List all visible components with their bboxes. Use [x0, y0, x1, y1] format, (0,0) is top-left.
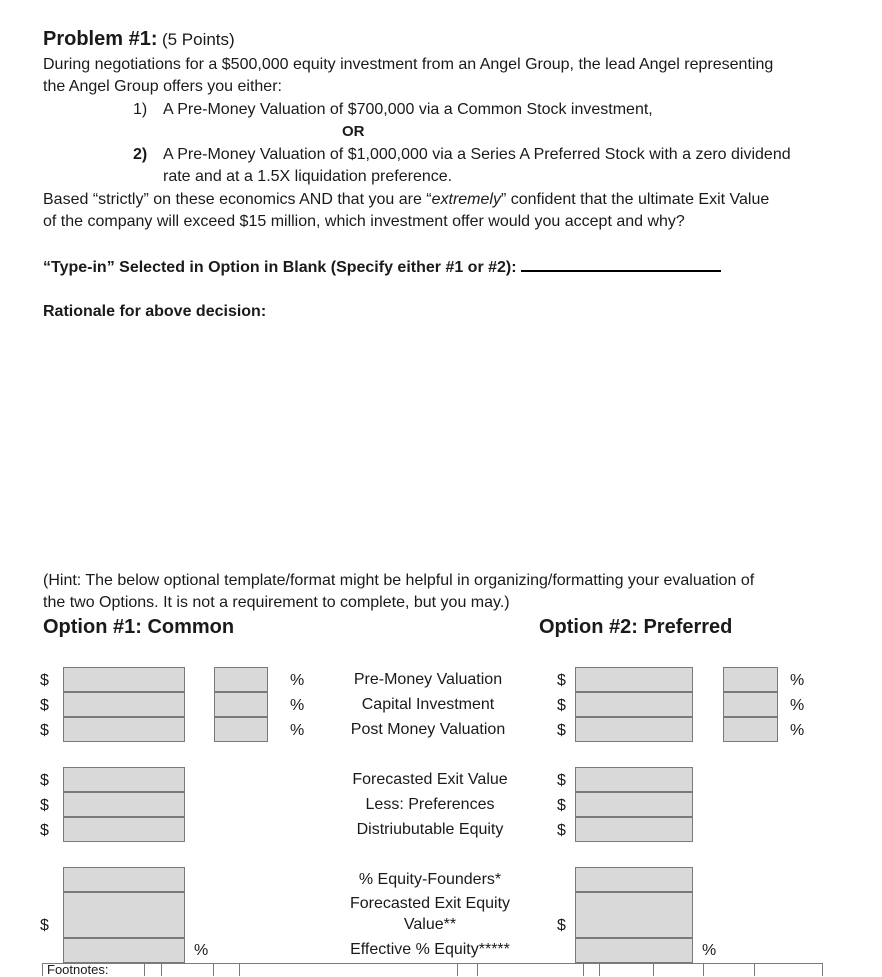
- percent-sign: %: [290, 697, 305, 714]
- table-divider: [653, 964, 654, 976]
- hint-line-2: the two Options. It is not a requirement to complete, but you may.): [43, 594, 510, 611]
- percent-sign: %: [790, 672, 805, 689]
- option1-text: A Pre-Money Valuation of $700,000 via a Common Stock investment,: [163, 101, 653, 118]
- option1-heading: Option #1: Common: [43, 616, 235, 638]
- dollar-sign: $: [40, 722, 49, 739]
- dollar-sign: $: [40, 697, 49, 714]
- percent-sign: %: [790, 722, 805, 739]
- opt2-preferences-input[interactable]: [575, 792, 693, 817]
- percent-sign: %: [790, 697, 805, 714]
- footnotes-table: [42, 963, 823, 976]
- table-divider: [161, 964, 162, 976]
- opt1-post-money-pct-input[interactable]: [214, 717, 268, 742]
- based-line-1-b: ” confident that the ultimate Exit Value: [500, 191, 770, 208]
- row-label-exit-equity-line-2: Value**: [403, 916, 457, 933]
- opt1-equity-founders-input[interactable]: [63, 867, 185, 892]
- table-divider: [144, 964, 145, 976]
- rationale-answer-area[interactable]: [43, 326, 823, 566]
- table-divider: [599, 964, 600, 976]
- row-label-post-money: Post Money Valuation: [350, 721, 506, 738]
- intro-line-1: During negotiations for a $500,000 equity investment from an Angel Group, the lead Angel representing: [43, 56, 774, 73]
- opt1-effective-equity-input[interactable]: [63, 938, 185, 963]
- percent-sign: %: [290, 672, 305, 689]
- problem-heading: [43, 28, 235, 51]
- table-divider: [213, 964, 214, 976]
- dollar-sign: $: [557, 722, 566, 739]
- row-label-equity-founders: % Equity-Founders*: [358, 871, 502, 888]
- dollar-sign: $: [557, 672, 566, 689]
- dollar-sign: $: [557, 697, 566, 714]
- table-divider: [583, 964, 584, 976]
- row-label-pre-money: Pre-Money Valuation: [353, 671, 503, 688]
- problem-title: Problem #1:: [43, 28, 158, 50]
- opt2-capital-input[interactable]: [575, 692, 693, 717]
- dollar-sign: $: [40, 917, 49, 934]
- typein-label: “Type-in” Selected in Option in Blank (Specify either #1 or #2):: [43, 259, 517, 276]
- table-divider: [822, 964, 823, 976]
- opt1-capital-input[interactable]: [63, 692, 185, 717]
- opt2-effective-equity-input[interactable]: [575, 938, 693, 963]
- opt1-exit-value-input[interactable]: [63, 767, 185, 792]
- dollar-sign: $: [557, 797, 566, 814]
- based-line-1-a: Based “strictly” on these economics AND that you are “: [43, 191, 432, 208]
- opt1-pre-money-pct-input[interactable]: [214, 667, 268, 692]
- option2-number: 2): [133, 146, 148, 163]
- percent-sign: %: [702, 942, 717, 959]
- dollar-sign: $: [40, 822, 49, 839]
- table-divider: [477, 964, 478, 976]
- based-line-1-em: extremely: [431, 191, 501, 208]
- opt2-post-money-input[interactable]: [575, 717, 693, 742]
- based-line-2: of the company will exceed $15 million, which investment offer would you accept and why?: [43, 213, 685, 230]
- footnotes-label: Footnotes:: [47, 962, 109, 977]
- table-divider: [457, 964, 458, 976]
- row-label-exit-value: Forecasted Exit Value: [352, 771, 508, 788]
- dollar-sign: $: [40, 772, 49, 789]
- opt1-pre-money-input[interactable]: [63, 667, 185, 692]
- percent-sign: %: [194, 942, 209, 959]
- table-divider: [754, 964, 755, 976]
- opt2-exit-value-input[interactable]: [575, 767, 693, 792]
- dollar-sign: $: [557, 917, 566, 934]
- row-label-capital: Capital Investment: [361, 696, 495, 713]
- dollar-sign: $: [557, 772, 566, 789]
- table-divider: [703, 964, 704, 976]
- option2-heading: Option #2: Preferred: [539, 616, 733, 638]
- opt2-pre-money-pct-input[interactable]: [723, 667, 778, 692]
- rationale-label: Rationale for above decision:: [43, 303, 267, 320]
- dollar-sign: $: [40, 797, 49, 814]
- opt1-exit-equity-value-input[interactable]: [63, 892, 185, 938]
- typein-blank[interactable]: [521, 256, 721, 272]
- typein-row: [43, 256, 721, 279]
- opt2-equity-founders-input[interactable]: [575, 867, 693, 892]
- problem-points: (5 Points): [161, 30, 235, 49]
- row-label-effective-equity: Effective % Equity*****: [350, 941, 510, 958]
- intro-line-2: the Angel Group offers you either:: [43, 78, 282, 95]
- row-label-distributable: Distriubutable Equity: [356, 821, 504, 838]
- option2-text-line-2: rate and at a 1.5X liquidation preference.: [163, 168, 453, 185]
- dollar-sign: $: [557, 822, 566, 839]
- option1-number: 1): [133, 101, 148, 118]
- percent-sign: %: [290, 722, 305, 739]
- opt1-capital-pct-input[interactable]: [214, 692, 268, 717]
- table-divider: [239, 964, 240, 976]
- dollar-sign: $: [40, 672, 49, 689]
- based-line-1: [43, 189, 769, 211]
- opt1-preferences-input[interactable]: [63, 792, 185, 817]
- or-label: OR: [342, 123, 365, 140]
- opt1-distributable-input[interactable]: [63, 817, 185, 842]
- opt2-exit-equity-value-input[interactable]: [575, 892, 693, 938]
- hint-line-1: (Hint: The below optional template/format might be helpful in organizing/formatting your evaluation of: [43, 572, 755, 589]
- option2-text-line-1: A Pre-Money Valuation of $1,000,000 via a Series A Preferred Stock with a zero dividend: [163, 146, 791, 163]
- row-label-exit-equity-line-1: Forecasted Exit Equity: [349, 895, 511, 912]
- row-label-preferences: Less: Preferences: [365, 796, 495, 813]
- opt2-capital-pct-input[interactable]: [723, 692, 778, 717]
- opt2-distributable-input[interactable]: [575, 817, 693, 842]
- opt2-post-money-pct-input[interactable]: [723, 717, 778, 742]
- opt2-pre-money-input[interactable]: [575, 667, 693, 692]
- opt1-post-money-input[interactable]: [63, 717, 185, 742]
